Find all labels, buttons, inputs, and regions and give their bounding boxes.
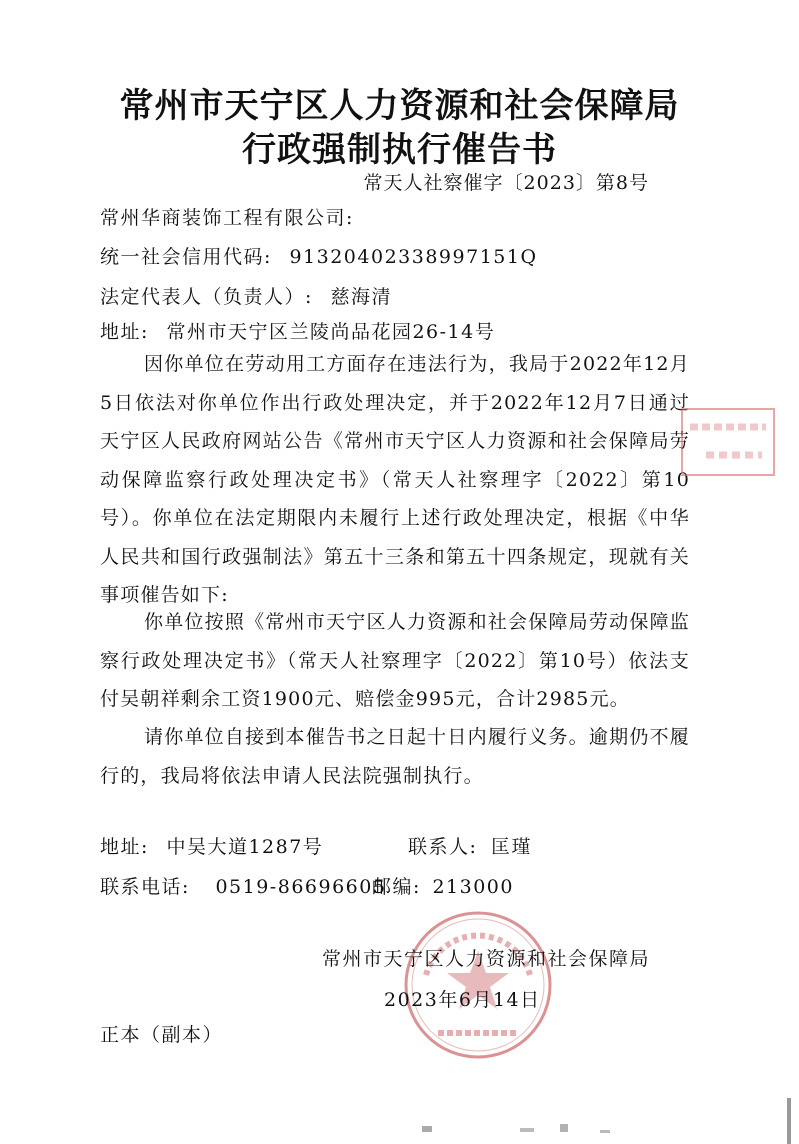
contact-person: [408, 832, 532, 859]
address-row: [100, 317, 495, 344]
contact-phone-value: 0519-86696605: [215, 876, 387, 898]
body-paragraph-3: 请你单位自接到本催告书之日起十日内履行义务。逾期仍不履行的，我局将依法申请人民法院强制执行。: [100, 726, 690, 787]
contact-person-label: 联系人:: [408, 836, 478, 858]
recipient-name: 常州华商装饰工程有限公司:: [100, 207, 354, 229]
contact-zip-label: 邮编:: [372, 876, 421, 898]
contact-person-value: 匡瑾: [490, 836, 532, 858]
contact-address-label: 地址:: [100, 836, 149, 858]
issuer-name: 常州市天宁区人力资源和社会保障局: [322, 948, 651, 970]
contact-zip: [372, 872, 514, 899]
contact-phone: [100, 872, 386, 899]
issue-date: 2023年6月14日: [384, 989, 541, 1011]
document-title-line1: 常州市天宁区人力资源和社会保障局: [119, 86, 680, 126]
scan-noise-icon: [400, 1118, 799, 1144]
contact-address-value: 中吴大道1287号: [166, 836, 324, 858]
contact-zip-value: 213000: [432, 876, 514, 898]
credit-code-label: 统一社会信用代码:: [100, 246, 272, 268]
address-label: 地址:: [100, 321, 149, 343]
credit-code-value: 91320402338997151Q: [289, 246, 538, 268]
document-title-line2: 行政强制执行催告书: [242, 130, 557, 170]
body-paragraph-1: 因你单位在劳动用工方面存在违法行为，我局于2022年12月5日依法对你单位作出行政处理决定，并于2022年12月7日通过天宁区人民政府网站公告《常州市天宁区人力资源和社会保障局劳动保障监察行政处理决定书》（常天人社察理字〔2022〕第10号）。你单位在法定期限内未履行上述行政处理决定，根据《中华人民共和国行政强制法》第五十三条和第五十四条规定，现就有关事项催告如下:: [100, 353, 690, 606]
copy-note: 正本（副本）: [100, 1024, 224, 1046]
address-value: 常州市天宁区兰陵尚品花园26-14号: [166, 321, 496, 343]
contact-address: [100, 832, 323, 859]
legal-rep-label: 法定代表人（负责人）:: [100, 286, 313, 308]
legal-rep-row: [100, 282, 392, 309]
document-number: 常天人社察催字〔2023〕第8号: [363, 172, 649, 194]
binding-mark-icon: [781, 1098, 797, 1144]
body-paragraph-2: 你单位按照《常州市天宁区人力资源和社会保障局劳动保障监察行政处理决定书》（常天人社察理字〔2022〕第10号）依法支付吴朝祥剩余工资1900元、赔偿金995元，合计2985元。: [100, 611, 690, 710]
contact-phone-label: 联系电话:: [100, 876, 190, 898]
partial-stamp-icon: [676, 405, 776, 479]
legal-rep-value: 慈海清: [330, 286, 392, 308]
credit-code-row: [100, 242, 538, 269]
